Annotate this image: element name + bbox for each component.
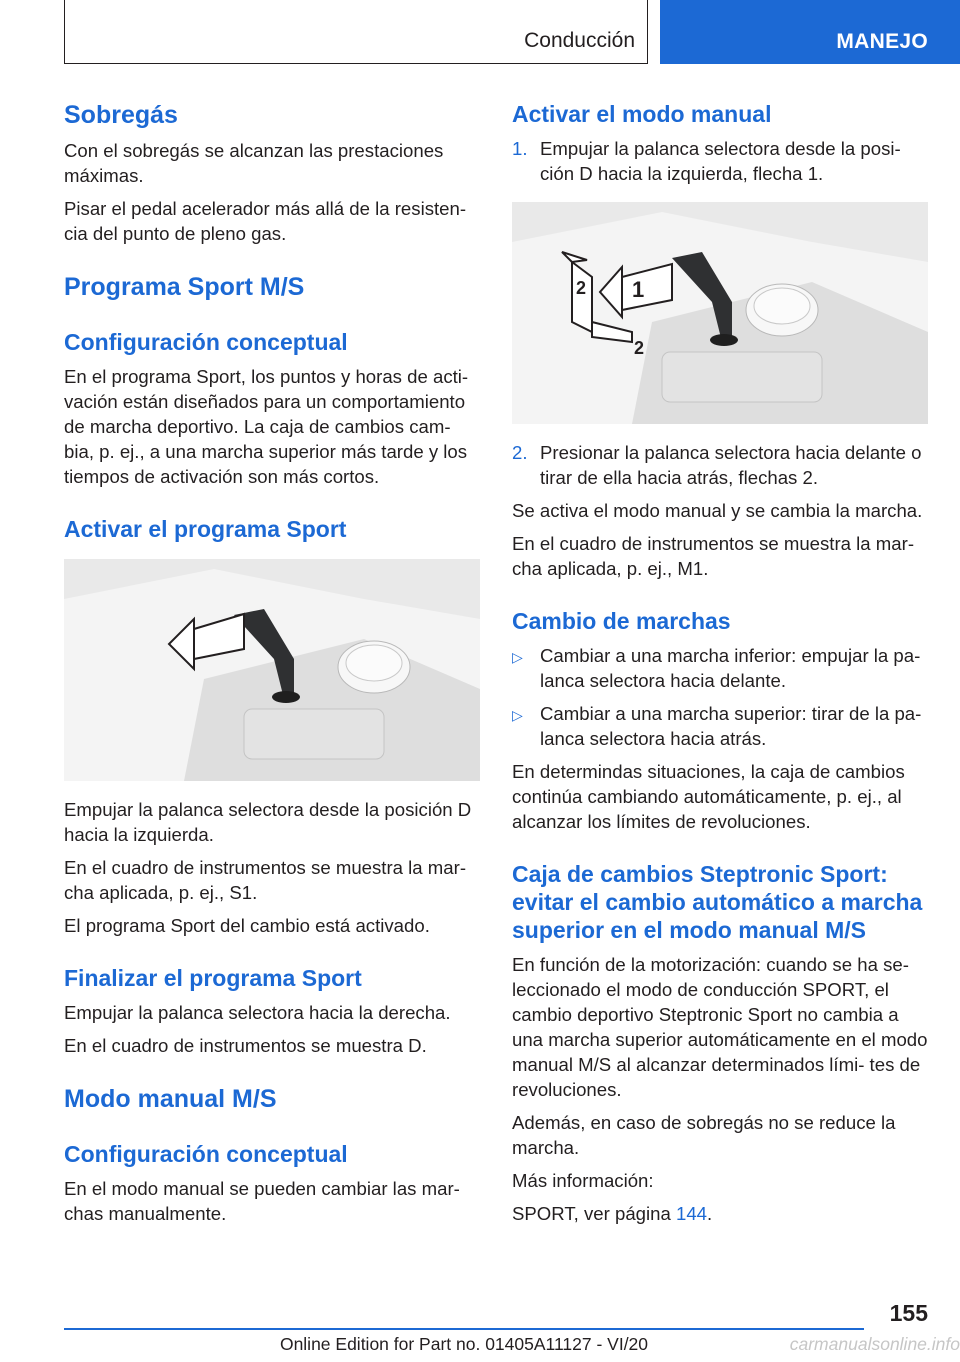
paragraph: Pisar el pedal acelerador más allá de la resisten‐ cia del punto de pleno gas. bbox=[64, 198, 467, 244]
triangle-bullet-icon: ▷ bbox=[512, 649, 523, 665]
heading-steptronic: Caja de cambios Steptronic Sport: evitar el cambio automático a marcha superior en el modo manual M/S bbox=[512, 861, 923, 943]
heading-cambio-marchas: Cambio de marchas bbox=[512, 608, 731, 634]
step-text: Presionar la palanca selectora hacia delante o tirar de ella hacia atrás, flechas 2. bbox=[540, 442, 922, 488]
right-column bbox=[512, 100, 928, 1226]
step-number: 2. bbox=[512, 442, 528, 463]
gear-selector-illustration-manual bbox=[512, 202, 928, 424]
arrow-label-2b: 2 bbox=[634, 338, 645, 358]
left-column bbox=[64, 100, 480, 1226]
paragraph: El programa Sport del cambio está activado. bbox=[64, 915, 430, 936]
paragraph: En función de la motorización: cuando se ha se‐ leccionado el modo de conducción SPORT, el cambio deportivo Steptronic Sport no cambia a una marcha superior automáticamente en el modo manual M/S al alcanzar determinados lími‐ tes de revoluciones. bbox=[512, 954, 928, 1100]
heading-finalizar-sport: Finalizar el programa Sport bbox=[64, 965, 362, 991]
paragraph: En el programa Sport, los puntos y horas de acti‐ vación están diseñados para un comportamiento de marcha deportivo. La caja de cambios cam‐ bia, p. ej., a una marcha superior más tarde y los tiempos de activación son más cortos. bbox=[64, 366, 469, 487]
watermark: carmanualsonline.info bbox=[789, 1334, 960, 1354]
section-title: MANEJO bbox=[836, 30, 928, 53]
list-item bbox=[512, 440, 928, 490]
heading-programa-sport: Programa Sport M/S bbox=[64, 273, 305, 301]
footer-edition: Online Edition for Part no. 01405A11127 - VI/20 bbox=[279, 1334, 649, 1354]
header-chapter-tab bbox=[64, 0, 648, 64]
page-link[interactable]: 144 bbox=[675, 1203, 708, 1224]
arrow-label-2a: 2 bbox=[576, 278, 587, 298]
bullet-list bbox=[512, 643, 928, 751]
heading-activar-sport: Activar el programa Sport bbox=[64, 516, 347, 542]
paragraph: Empujar la palanca selectora desde la posición D hacia la izquierda. bbox=[64, 799, 472, 845]
heading-modo-manual: Modo manual M/S bbox=[64, 1085, 277, 1113]
paragraph: En el modo manual se pueden cambiar las mar‐ chas manualmente. bbox=[64, 1178, 460, 1224]
paragraph: Con el sobregás se alcanzan las prestaciones máximas. bbox=[64, 140, 444, 186]
paragraph: Se activa el modo manual y se cambia la marcha. bbox=[512, 500, 923, 521]
paragraph: En el cuadro de instrumentos se muestra la mar‐ cha aplicada, p. ej., M1. bbox=[512, 533, 915, 579]
heading-configuracion: Configuración conceptual bbox=[64, 329, 348, 355]
step-number: 1. bbox=[512, 138, 528, 159]
step-text: Empujar la palanca selectora desde la posi‐ ción D hacia la izquierda, flecha 1. bbox=[540, 138, 901, 184]
bullet-text: Cambiar a una marcha superior: tirar de la pa‐ lanca selectora hacia atrás. bbox=[540, 703, 922, 749]
list-item bbox=[512, 136, 928, 186]
gear-selector-drawing bbox=[512, 202, 928, 424]
gear-selector-drawing bbox=[64, 559, 480, 781]
chapter-title: Conducción bbox=[524, 29, 635, 52]
heading-sobregas: Sobregás bbox=[64, 101, 178, 129]
paragraph-reference bbox=[512, 1201, 928, 1226]
heading-activar-manual: Activar el modo manual bbox=[512, 101, 772, 127]
paragraph: En determindas situaciones, la caja de cambios continúa cambiando automáticamente, p. ej., al alcanzar los límites de revoluciones. bbox=[512, 761, 905, 832]
gear-selector-illustration-sport bbox=[64, 559, 480, 781]
paragraph: Más información: bbox=[512, 1170, 654, 1191]
paragraph: En el cuadro de instrumentos se muestra la mar‐ cha aplicada, p. ej., S1. bbox=[64, 857, 467, 903]
page-number: 155 bbox=[889, 1300, 928, 1326]
header-section-tab bbox=[660, 0, 960, 64]
reference-suffix: . bbox=[707, 1203, 713, 1224]
steps-list bbox=[512, 136, 928, 186]
list-item bbox=[512, 643, 928, 693]
paragraph: En el cuadro de instrumentos se muestra D. bbox=[64, 1035, 427, 1056]
footer-divider bbox=[64, 1328, 864, 1330]
triangle-bullet-icon: ▷ bbox=[512, 707, 523, 723]
bullet-text: Cambiar a una marcha inferior: empujar la pa‐ lanca selectora hacia delante. bbox=[540, 645, 921, 691]
steps-list bbox=[512, 440, 928, 490]
paragraph: Además, en caso de sobregás no se reduce la marcha. bbox=[512, 1112, 896, 1158]
paragraph: Empujar la palanca selectora hacia la derecha. bbox=[64, 1002, 451, 1023]
reference-text: SPORT, ver página bbox=[512, 1203, 676, 1224]
heading-configuracion-2: Configuración conceptual bbox=[64, 1141, 348, 1167]
arrow-label-1: 1 bbox=[632, 277, 645, 302]
list-item bbox=[512, 701, 928, 751]
